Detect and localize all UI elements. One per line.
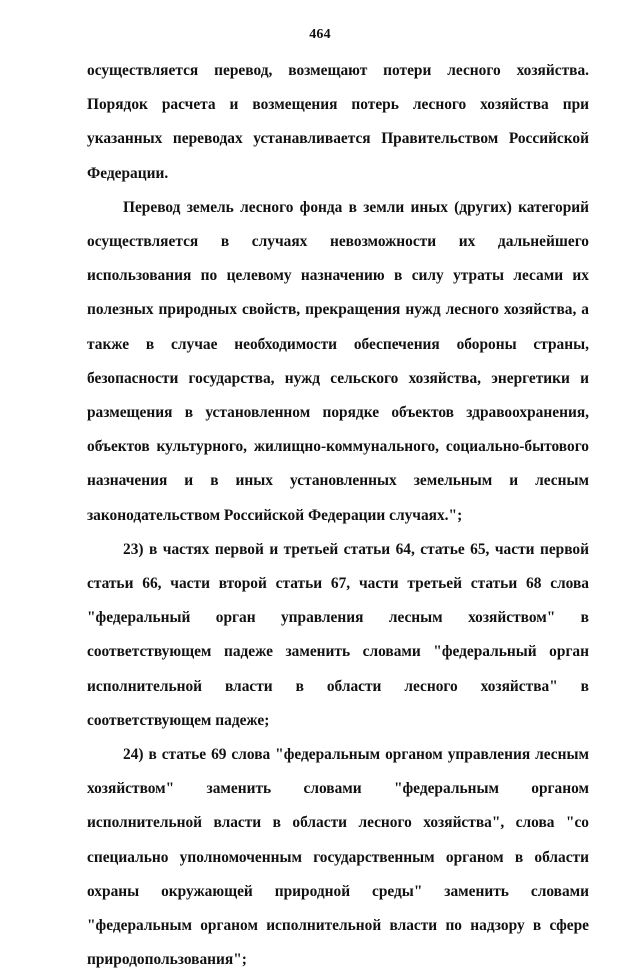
page-number: 464 xyxy=(309,27,331,42)
paragraph-land-transfer: Перевод земель лесного фонда в земли иных (других) категорий осуществляется в случаях невозможности их дальнейшего использования по целевому назначению в силу утраты лесами их полезных природных свойств, прекращения нужд лесного хозяйства, а также в случае необходимости обеспечения обороны страны, безопасности государства, нужд сельского хозяйства, энергетики и размещения в установленном порядке объектов здравоохранения, объектов культурного, жилищно-коммунального, социально-бытового назначения и в иных установленных земельным и лесным законодательством Российской Федерации случаях."; xyxy=(87,198,589,524)
paragraph-item-23: 23) в частях первой и третьей статьи 64, статье 65, части первой статьи 66, части второй статьи 67, части третьей статьи 68 слова "федеральный орган управления лесным хозяйством" в соответствующем падеже заменить словами "федеральный орган исполнительной власти в области лесного хозяйства" в соответствующем падеже; xyxy=(87,540,589,729)
paragraph-item-24: 24) в статье 69 слова "федеральным органом управления лесным хозяйством" заменить словами "федеральным органом исполнительной власти в области лесного хозяйства", слова "со специально уполномоченным государственным органом в области охраны окружающей природной среды" заменить словами "федеральным органом исполнительной власти по надзору в сфере природопользования"; xyxy=(87,746,589,969)
paragraph-continuation: осуществляется перевод, возмещают потери лесного хозяйства. Порядок расчета и возмещения потерь лесного хозяйства при указанных переводах устанавливается Правительством Российской Федерации. xyxy=(87,62,589,182)
document-body xyxy=(87,54,589,977)
